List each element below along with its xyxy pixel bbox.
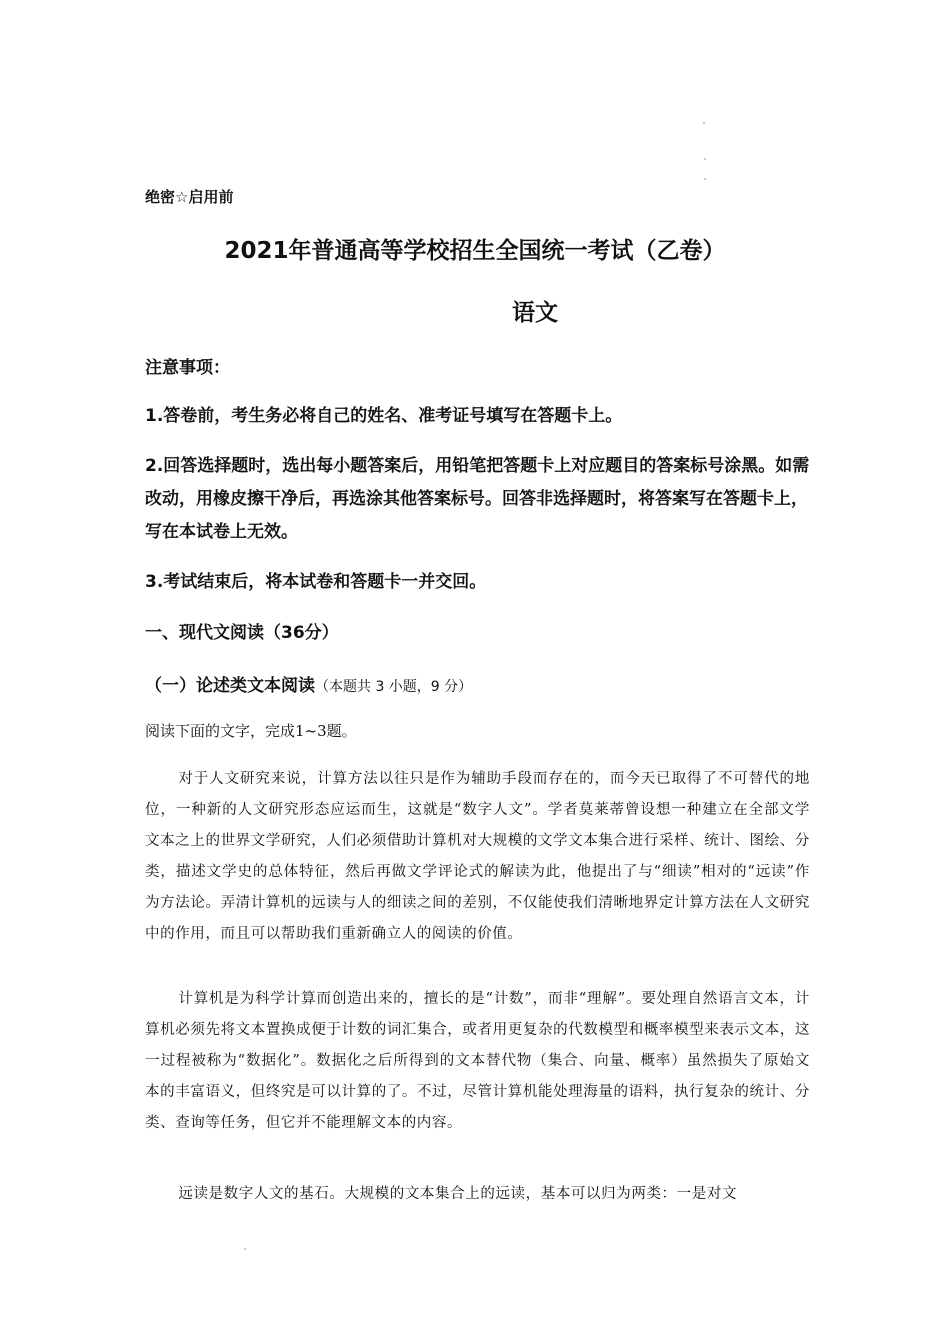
secret-label: 绝密☆启用前 <box>145 188 234 206</box>
scan-speck <box>704 158 706 160</box>
notice-heading: 注意事项： <box>145 358 230 378</box>
notice-item-3: 3.考试结束后，将本试卷和答题卡一并交回。 <box>145 572 487 592</box>
reading-instruction: 阅读下面的文字，完成1~3题。 <box>145 722 357 740</box>
passage-paragraph-3: 远读是数字人文的基石。大规模的文本集合上的远读，基本可以归为两类：一是对文 <box>178 1186 738 1202</box>
scan-speck <box>244 1248 246 1250</box>
subsection-note: （本题共 3 小题，9 分） <box>315 679 473 695</box>
scan-speck <box>704 178 706 180</box>
subsection-heading <box>145 671 472 696</box>
exam-title: 2021年普通高等学校招生全国统一考试（乙卷） <box>224 238 726 264</box>
section-heading: 一、现代文阅读（36分） <box>145 623 339 643</box>
passage-paragraph-2: 计算机是为科学计算而创造出来的，擅长的是“计数”，而非“理解”。要处理自然语言文本，计算机必须先将文本置换成便于计数的词汇集合，或者用更复杂的代数模型和概率模型来表示文本，这一过程被称为“数据化”。数据化之后所得到的文本替代物（集合、向量、概率）虽然损失了原始文本的丰富语义，但终究是可以计算的了。不过，尽管计算机能处理海量的语料，执行复杂的统计、分类、查询等任务，但它并不能理解文本的内容。 <box>145 991 810 1131</box>
notice-item-2: 2.回答选择题时，选出每小题答案后，用铅笔把答题卡上对应题目的答案标号涂黑。如需改动，用橡皮擦干净后，再选涂其他答案标号。回答非选择题时，将答案写在答题卡上，写在本试卷上无效。 <box>145 456 810 542</box>
scan-speck <box>703 122 705 124</box>
passage-paragraph-1: 对于人文研究来说，计算方法以往只是作为辅助手段而存在的，而今天已取得了不可替代的地位，一种新的人文研究形态应运而生，这就是“数字人文”。学者莫莱蒂曾设想一种建立在全部文学文本之上的世界文学研究，人们必须借助计算机对大规模的文学文本集合进行采样、统计、图绘、分类，描述文学史的总体特征，然后再做文学评论式的解读为此，他提出了与“细读”相对的“远读”作为方法论。弄清计算机的远读与人的细读之间的差别，不仅能使我们清晰地界定计算方法在人文研究中的作用，而且可以帮助我们重新确立人的阅读的价值。 <box>145 771 810 942</box>
exam-subject: 语文 <box>512 300 558 326</box>
notice-item-1: 1.答卷前，考生务必将自己的姓名、准考证号填写在答题卡上。 <box>145 406 623 426</box>
subsection-title: （一）论述类文本阅读 <box>145 676 315 696</box>
